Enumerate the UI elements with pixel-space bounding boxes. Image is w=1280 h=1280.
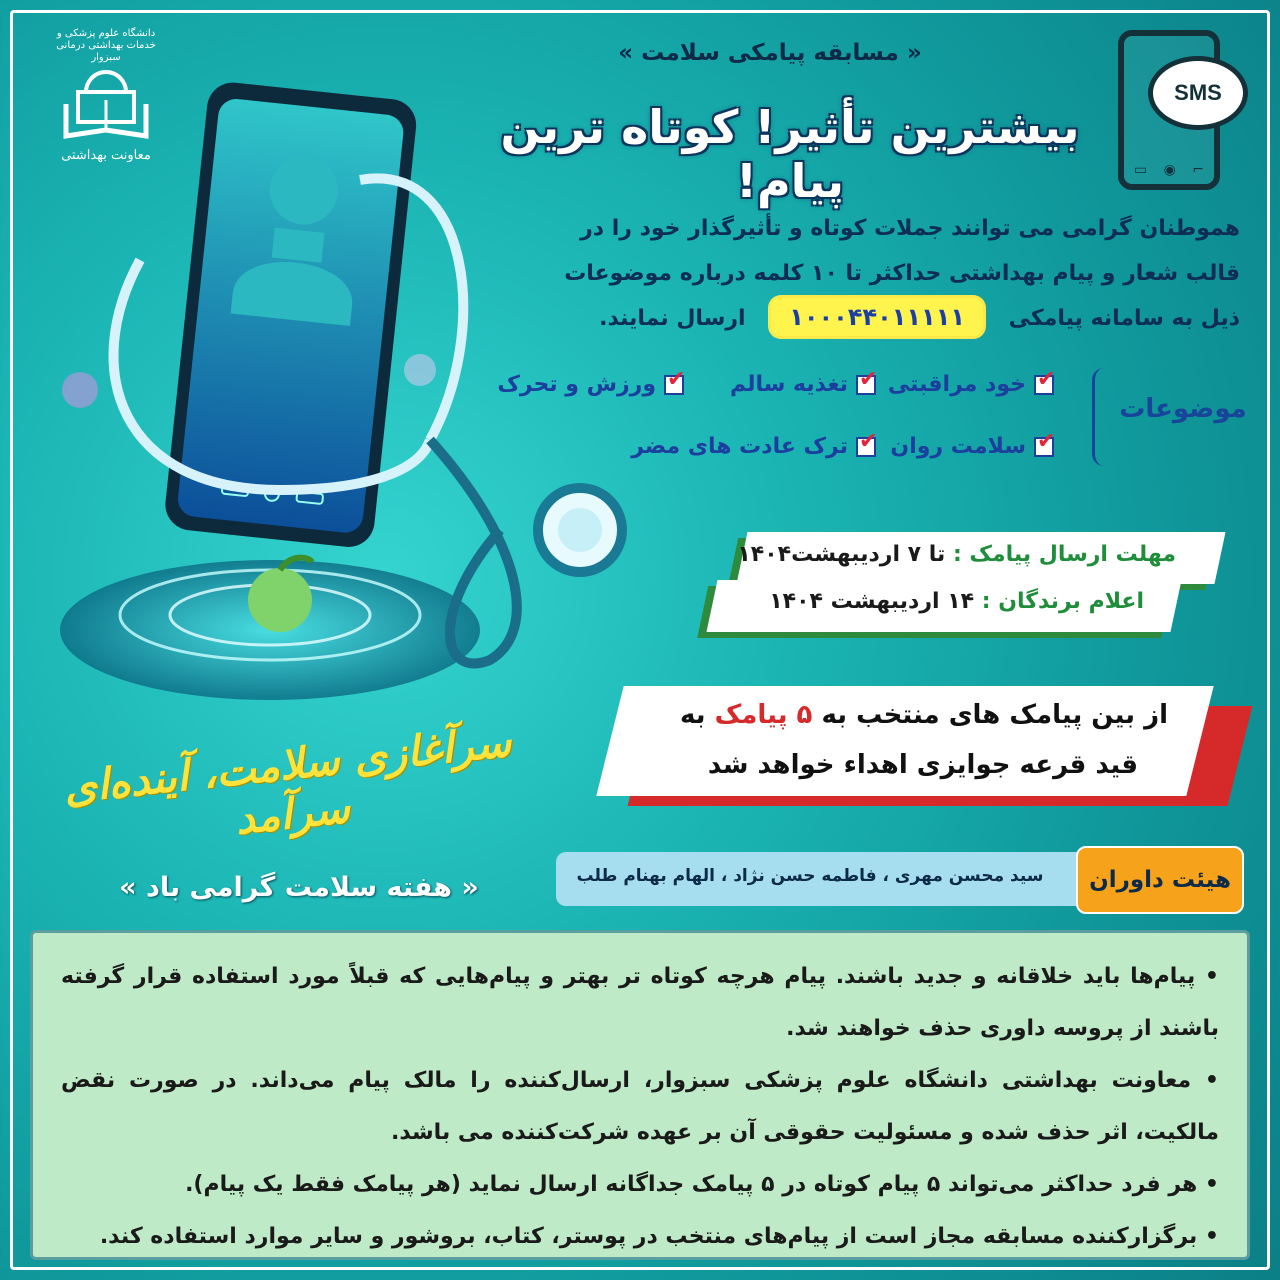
topic-item: ✔ ترک عادت های مضر bbox=[631, 434, 876, 459]
rule-item: • پیام‌ها باید خلاقانه و جدید باشند. پیام هرچه کوتاه تر بهتر و پیام‌هایی که قبلاً مورد استفاده قرار گرفته باشند از پروسه داوری حذف خواهند شد. bbox=[61, 964, 1219, 1041]
topics-label: موضوعات bbox=[1119, 394, 1247, 424]
checkbox-icon bbox=[856, 437, 876, 457]
topic-item: ✔ سلامت روان bbox=[890, 434, 1054, 459]
rule-item: • هر فرد حداکثر می‌تواند ۵ پیام کوتاه در ۵ پیامک جداگانه ارسال نماید (هر پیامک فقط یک پیام). bbox=[185, 1172, 1219, 1197]
topics-brace bbox=[1092, 368, 1114, 466]
winners-value: ۱۴ اردیبهشت ۱۴۰۴ bbox=[769, 589, 975, 614]
intro-line-3-start: ذیل به سامانه پیامکی bbox=[1008, 306, 1240, 331]
logo-arc-text: دانشگاه علوم پزشکی و خدمات بهداشتی درمانی سبزوار bbox=[56, 28, 156, 63]
intro-line-3-end: ارسال نمایند. bbox=[599, 306, 746, 331]
winners-label: اعلام برندگان : bbox=[981, 589, 1144, 614]
checkbox-icon bbox=[1034, 375, 1054, 395]
prize-line-1: از بین پیامک های منتخب به ۵ پیامک به bbox=[680, 700, 1168, 730]
rule-item: • برگزارکننده مسابقه مجاز است از پیام‌های منتخب در پوستر، کتاب، بروشور و سایر موارد استفاده کند. bbox=[99, 1224, 1219, 1249]
judges-label: هیئت داوران bbox=[1076, 846, 1244, 914]
judges-names: سید محسن مهری ، فاطمه حسن نژاد ، الهام بهنام طلب bbox=[576, 866, 1044, 886]
topic-item: ✔ خود مراقبتی bbox=[888, 372, 1054, 397]
deadline-label: مهلت ارسال پیامک : bbox=[952, 542, 1176, 567]
rule-item: • معاونت بهداشتی دانشگاه علوم پزشکی سبزوار، ارسال‌کننده را مالک پیام می‌داند. در صورت نقض مالکیت، اثر حذف شده و مسئولیت حقوقی آن بر عهده شرکت‌کننده می باشد. bbox=[61, 1068, 1219, 1145]
rules-box bbox=[30, 930, 1250, 1260]
intro-line-1: هموطنان گرامی می توانند جملات کوتاه و تأثیرگذار خود را در bbox=[580, 216, 1240, 241]
mobile-phone-icon: ⌐ ◉ ▭ bbox=[1118, 30, 1220, 190]
deadline-text bbox=[737, 542, 1176, 567]
checkbox-icon bbox=[664, 375, 684, 395]
deadline-value: تا ۷ اردیبهشت۱۴۰۴ bbox=[737, 542, 946, 567]
contest-title: بیشترین تأثیر! کوتاه ترین پیام! bbox=[500, 100, 1080, 208]
winners-text bbox=[769, 589, 1144, 614]
health-week-text: « هفته سلامت گرامی باد » bbox=[119, 872, 479, 903]
checkbox-icon bbox=[856, 375, 876, 395]
sms-bubble-icon: SMS bbox=[1148, 56, 1248, 130]
slogan-text: سرآغازی سلامت، آینده‌ای سرآمد bbox=[61, 716, 514, 844]
prize-line-2: قید قرعه جوایزی اهداء خواهد شد bbox=[707, 750, 1138, 780]
intro-line-2: قالب شعار و پیام بهداشتی حداکثر تا ۱۰ کلمه درباره موضوعات bbox=[564, 261, 1240, 286]
topic-item: ✔ ورزش و تحرک bbox=[497, 372, 684, 397]
checkbox-icon bbox=[1034, 437, 1054, 457]
phone-stethoscope-illustration bbox=[40, 70, 640, 730]
logo-subtitle: معاونت بهداشتی bbox=[61, 148, 151, 163]
prize-count: ۵ پیامک bbox=[714, 700, 813, 730]
contest-subtitle: « مسابقه پیامکی سلامت » bbox=[618, 40, 922, 66]
sms-number-badge: ۱۰۰۰۴۴۰۱۱۱۱۱ bbox=[771, 298, 983, 336]
topic-item: ✔ تغذیه سالم bbox=[730, 372, 876, 397]
